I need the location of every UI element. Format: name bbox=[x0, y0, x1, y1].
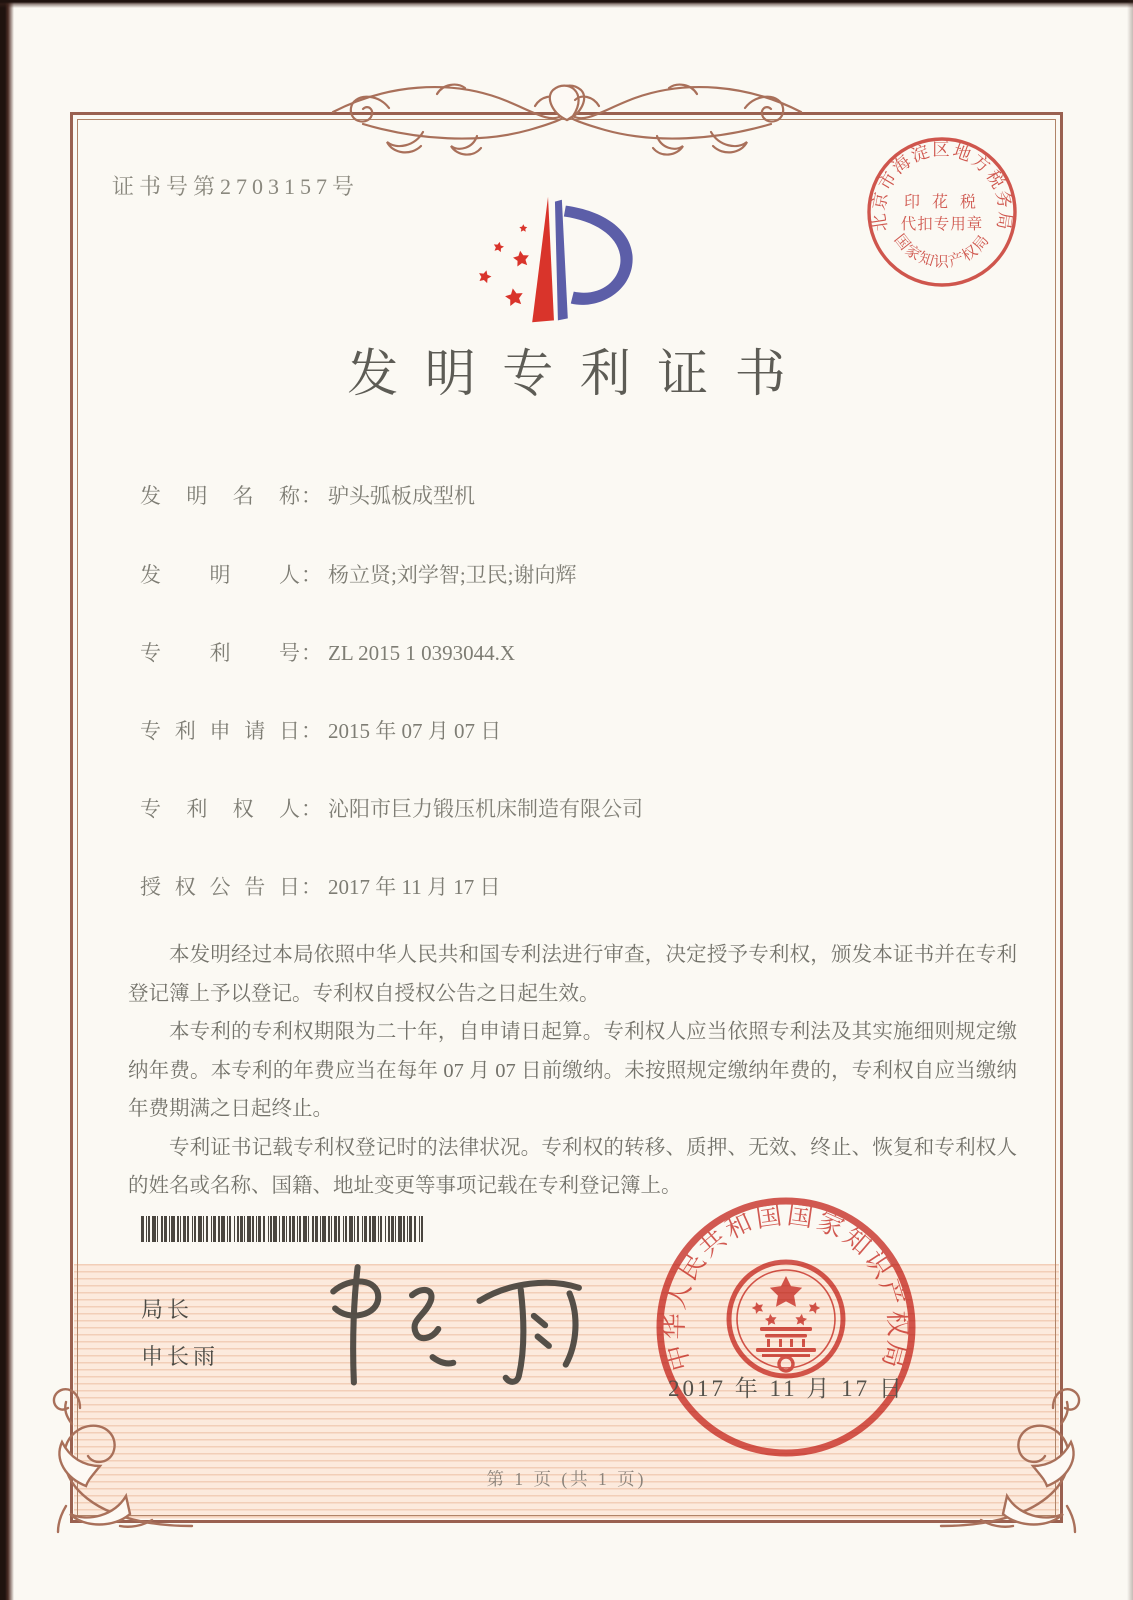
field-value: 杨立贤;刘学智;卫民;谢向辉 bbox=[328, 563, 577, 587]
field-value: 2015 年 07 月 07 日 bbox=[328, 719, 502, 743]
director-title: 局长 bbox=[141, 1297, 194, 1322]
field-colon: ： bbox=[301, 719, 322, 743]
cnipa-patent-logo-icon bbox=[440, 172, 660, 350]
cnipa-official-seal-icon bbox=[652, 1193, 920, 1461]
seal-large-arc-text: 中华人民共和国国家知识产权局 bbox=[659, 1200, 913, 1374]
field-inventors bbox=[140, 559, 577, 589]
field-label: 发明人 bbox=[140, 563, 300, 587]
field-label: 专利申请日 bbox=[140, 719, 300, 743]
field-colon: ： bbox=[301, 563, 322, 587]
logo-red-spike bbox=[532, 197, 554, 323]
field-invention-name bbox=[140, 480, 475, 510]
paragraph: 专利证书记载专利权登记时的法律状况。专利权的转移、质押、无效、终止、恢复和专利权人的姓名或名称、国籍、地址变更等事项记载在专利登记簿上。 bbox=[128, 1136, 1017, 1197]
paragraph: 本发明经过本局依照中华人民共和国专利法进行审查，决定授予专利权，颁发本证书并在专利登记簿上予以登记。专利权自授权公告之日起生效。 bbox=[128, 944, 1017, 1005]
field-colon: ： bbox=[301, 484, 322, 508]
seal-date: 2017 年 11 月 17 日 bbox=[668, 1376, 905, 1401]
field-patentee bbox=[140, 793, 643, 823]
national-emblem bbox=[729, 1262, 843, 1376]
barcode bbox=[140, 1216, 424, 1242]
legal-text bbox=[128, 936, 1017, 1206]
director-block bbox=[141, 1293, 219, 1371]
svg-text:国家知识产权局 bbox=[891, 231, 994, 270]
stamp-tax-seal-icon bbox=[864, 134, 1020, 290]
logo-p-bowl bbox=[564, 206, 633, 305]
field-label: 发明名称 bbox=[140, 484, 300, 508]
field-value: ZL 2015 1 0393044.X bbox=[328, 641, 516, 665]
seal-small-arc-top: 北京市海淀区地方税务局 bbox=[868, 139, 1016, 233]
logo-stars bbox=[477, 224, 530, 306]
handwritten-signature-icon bbox=[292, 1244, 592, 1399]
field-grant-date bbox=[140, 871, 500, 901]
field-value: 2017 年 11 月 17 日 bbox=[328, 875, 501, 899]
field-label: 专利号 bbox=[140, 641, 300, 665]
director-name: 申长雨 bbox=[141, 1344, 220, 1369]
corner-flourish-icon bbox=[937, 1366, 1107, 1536]
dragon-ornament-icon bbox=[327, 72, 807, 168]
field-colon: ： bbox=[301, 875, 322, 899]
field-colon: ： bbox=[301, 797, 322, 821]
certificate-number: 证书号第2703157号 bbox=[112, 174, 360, 199]
field-label: 专利权人 bbox=[140, 797, 300, 821]
field-label: 授权公告日 bbox=[140, 875, 300, 899]
certificate-title: 发明专利证书 bbox=[347, 347, 813, 403]
paragraph: 本专利的专利权期限为二十年，自申请日起算。专利权人应当依照专利法及其实施细则规定缴纳年费。本专利的年费应当在每年 07 月 07 日前缴纳。未按照规定缴纳年费的，专利权自应当缴纳年费期满之日起终止。 bbox=[128, 1021, 1017, 1120]
field-filing-date bbox=[140, 715, 501, 745]
field-patent-number bbox=[140, 637, 515, 667]
seal-small-center-line1: 印 花 税 bbox=[903, 194, 981, 211]
seal-small-center-line2: 代扣专用章 bbox=[900, 216, 984, 233]
field-value: 沁阳市巨力锻压机床制造有限公司 bbox=[328, 797, 643, 821]
corner-flourish-icon bbox=[26, 1366, 196, 1536]
scan-edge-left bbox=[0, 0, 14, 1600]
field-colon: ： bbox=[301, 641, 322, 665]
scan-edge-right bbox=[1127, 0, 1133, 1600]
logo-p-stem bbox=[555, 200, 568, 321]
scan-edge-top bbox=[0, 0, 1133, 8]
seal-small-arc-bottom: 国家知识产权局 bbox=[890, 231, 994, 271]
field-value: 驴头弧板成型机 bbox=[328, 484, 475, 508]
page-footer: 第 1 页 (共 1 页) bbox=[486, 1469, 647, 1489]
